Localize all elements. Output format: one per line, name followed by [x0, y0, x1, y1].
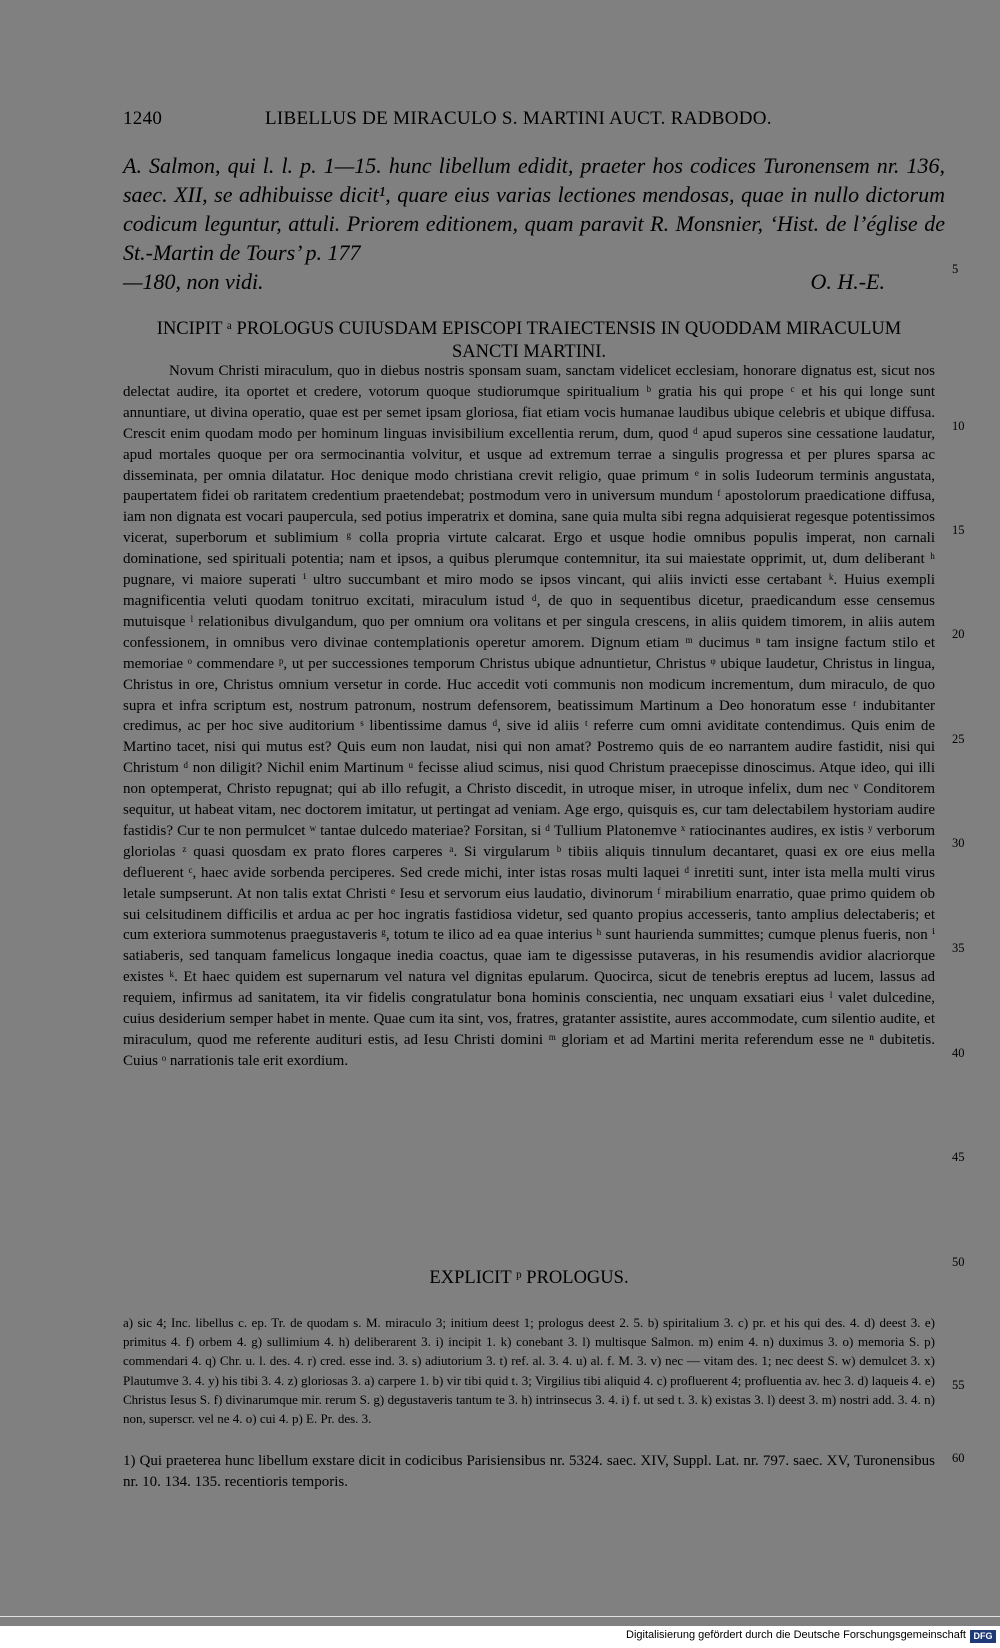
intro-text: A. Salmon, qui l. l. p. 1—15. hunc libellum edidit, praeter hos codices Turonensem nr. 136, saec. XII, se adhibuisse dicit¹, quare eius varias lectiones mendosas, quae in nullo dictorum codicum leguntur, attuli. Priorem editionem, quam paravit R. Monsnier, ‘Hist. de l’église de St.-Martin de Tours’ p. 177: [123, 153, 945, 265]
line-number: 40: [952, 1046, 965, 1060]
dfg-logo: DFG: [970, 1630, 996, 1643]
page-number: 1240: [123, 108, 163, 129]
line-number: 20: [952, 627, 965, 641]
credit-text: Digitalisierung gefördert durch die Deutsche Forschungsgemeinschaft: [626, 1629, 966, 1641]
digitization-credit: [0, 1626, 1000, 1648]
editor-signature: O. H.-E.: [810, 269, 885, 294]
intro-last-line: [123, 267, 945, 296]
footnote: 1) Qui praeterea hunc libellum exstare dicit in codicibus Parisiensibus nr. 5324. saec. XIV, Suppl. Lat. nr. 797. saec. XV, Turonensibus nr. 10. 134. 135. recentioris temporis.: [123, 1453, 935, 1490]
line-number: 60: [952, 1451, 965, 1465]
line-number: 15: [952, 523, 965, 537]
running-title: LIBELLUS DE MIRACULO S. MARTINI AUCT. RADBODO.: [265, 108, 772, 129]
explicit-line: EXPLICIT ᵖ PROLOGUS.: [429, 1268, 629, 1288]
line-number: 5: [952, 262, 959, 276]
line-number: 55: [952, 1378, 965, 1392]
intro-last-line-text: —180, non vidi.: [123, 269, 264, 294]
variant-readings: a) sic 4; Inc. libellus c. ep. Tr. de quodam s. M. miraculo 3; initium deest 1; prologus deest 2. 5. b) spiritalium 3. c) pr. et his qui des. 4. d) deest 3. e) primitus 4. f) orbem 4. g) sullimium 4. h) deliberarent 3. i) incipit 1. k) conebant 3. l) multisque Salmon. m) enim 4. n) duximus 3. o) memoria S. p) commendari 4. q) Chr. u. l. des. 4. r) cred. esse ind. 3. s) adiutorium 3. t) ref. al. 3. 4. u) al. f. M. 3. v) nec — vitam des. 1; nec deest S. w) demulcet 3. x) Plautumve 3. 4. y) his tibi 3. 4. z) gloriosas 3. a) carpere 1. b) vir tibi quid t. 3; Virgilius tibi aliquid 4. c) profluerent 4; profluentia av. hec 3. d) laqueis 4. e) Christus Iesus S. f) divinarumque mir. rerum S. g) degustaveris tantum te 3. h) intrinsecus 3. 4. i) f. ut sed t. 3. k) existas 3. l) deest 3. m) nostri add. 3. 4. n) non, superscr. vel ne 4. o) cui 4. p) E. Pr. des. 3.: [123, 1315, 935, 1427]
line-number: 45: [952, 1150, 965, 1164]
prologue-body: Novum Christi miraculum, quo in diebus nostris sponsam suam, sanctam videlicet ecclesiam, honorare dignatus est, sicut nos delectat audire, ita oportet et credere, votorum quoque studiorumque spiritualium ᵇ gratia his qui prope ᶜ et his qui longe sunt annuntiare, ut divina operatio, quae est per semet ipsam gloriosa, fiat etiam vocis humanae laudibus ubique celebris et ubique diffusa. Crescit enim quodam modo per hominum linguas invisibilium excellentia rerum, dum, quod ᵈ apud superos sine cessatione laudatur, apud mortales quoque per ora sermocinantia volvitur, et usque ad extremum terrae a singulis progressa et per plures sparsa ac disseminata, per omnia dilatatur. Hoc denique modo christiana crevit religio, quae primum ᵉ in solis Iudeorum terminis angustata, paupertatem fidei ob raritatem credentium praetendebat; postmodum vero in universum mundum ᶠ apostolorum praedicatione diffusa, iam non dignata est vocari paupercula, sed potius imperatrix et domina, sane quia multa sibi regna adquisierat regesque potentissimos vicerat, superborum et sublimium ᵍ colla propria virtute calcarat. Ergo et usque hodie omnibus populis imperat, non carnali dominatione, sed spirituali potentia; nam et ipsos, a quibus plerumque contemnitur, ita sui maiestate opprimit, ut, dum deliberant ʰ pugnare, vi maiore superati ⁱ ultro succumbant et miro modo se ipsos vincant, qui aliis invicti esse certabant ᵏ. Huius exempli magnificentia veluti quodam tonitruo excitati, miraculum istud ᵈ, de quo in sequentibus dicetur, praedicandum esse censemus mutuisque ˡ relationibus divulgandum, quo per omnium ora volitans et per singula crescens, in aliis quidem timorem, in aliis autem confessionem, in omnibus vero divinae contemplationis operetur amorem. Dignum etiam ᵐ ducimus ⁿ tam insigne factum stilo et memoriae ᵒ commendare ᵖ, ut per successiones temporum Christus ubique adnuntietur, Christus ᵠ ubique laudetur, Christus in lingua, Christus in ore, Christus omnium versetur in corde. Huc accedit voti communis non modicum incrementum, dum miraculo, de quo supra et infra scriptum est, nostrum patronum, nostrum defensorem, beatissimum Martinum a Deo honoratum esse ʳ indubitanter credimus, ac per hoc sive auditorium ˢ libentissime damus ᵈ, sive id aliis ᵗ referre cum omni aviditate contendimus. Quis enim de Martino tacet, nisi qui mutus est? Quis eum non laudat, nisi qui non amat? Postremo quis de eo narrantem audire fastidit, nisi qui Christum ᵈ non diligit? Nichil enim Martinum ᵘ fecisse aliud scimus, nisi quod Christum praecepisse dinoscimus. Atque ideo, qui illi non optemperat, Christo repugnat; qui ab illo refugit, a Christo discedit, in utroque miser, in utroque infelix, dum nec ᵛ Conditorem sequitur, ut habeat vitam, nec doctorem imitatur, ut pertingat ad veniam. Age ergo, quisquis es, cur tam delectabilem hystoriam audire fastidis? Cur te non permulcet ʷ tantae dulcedo materiae? Forsitan, si ᵈ Tullium Platonemve ˣ ratiocinantes audires, ex istis ʸ verborum gloriolas ᶻ quasi quosdam ex prato flores carperes ᵃ. Si virgularum ᵇ tibiis aliquis tinnulum decantaret, quasi ex ore eius mella defluerent ᶜ, haec avide sorbenda perciperes. Sed crede michi, inter istas rosas multi laquei ᵈ inretiti sunt, inter ista mella multi virus letale sumpserunt. At non talis extat Christi ᵉ Iesu et servorum eius laudatio, divinorum ᶠ mirabilium enarratio, quae primo quidem ob sui celsitudinem difficilis et ardua ac per hoc ingratis fastidiosa videtur, sed quanto propius accesseris, tanto amplius delectaberis; et cum exteriora summotenus praegustaveris ᵍ, totum te ilico ad ea quae interius ʰ sunt haurienda summittes; cumque plenus fueris, non ⁱ satiaberis, sed tanquam famelicus longaque inedia coactus, quae iam te digessisse putaveras, in his resumendis avidior alacriorque existes ᵏ. Et haec quidem est supernarum vel natura vel dignitas epularum. Quocirca, sicut de tenebris ereptus ad lucem, lassus ad requiem, infirmus ad sanitatem, ita vir fidelis congratulatur bona hominis conscientia, nec unquam exsatiari eius ˡ valet dulcedine, cuius desiderium semper habet in mente. Quae cum ita sint, vos, fratres, gratanter assistite, aures accommodate, cum silentio audite, et miraculum, quod me referente audituri estis, ad Iesu Christi domini ᵐ gloriam et ad Martini merita referendum esse ne ⁿ dubitetis. Cuius ᵒ narrationis tale erit exordium.: [123, 363, 935, 1069]
line-number: 50: [952, 1255, 965, 1269]
line-number: 35: [952, 941, 965, 955]
line-number: 25: [952, 732, 965, 746]
line-number: 30: [952, 836, 965, 850]
editorial-intro: [123, 151, 945, 296]
credit-divider: [0, 1616, 1000, 1617]
line-number: 10: [952, 419, 965, 433]
section-heading: INCIPIT ᵃ PROLOGUS CUIUSDAM EPISCOPI TRAIECTENSIS IN QUODDAM MIRACULUM SANCTI MARTINI.: [156, 319, 902, 362]
